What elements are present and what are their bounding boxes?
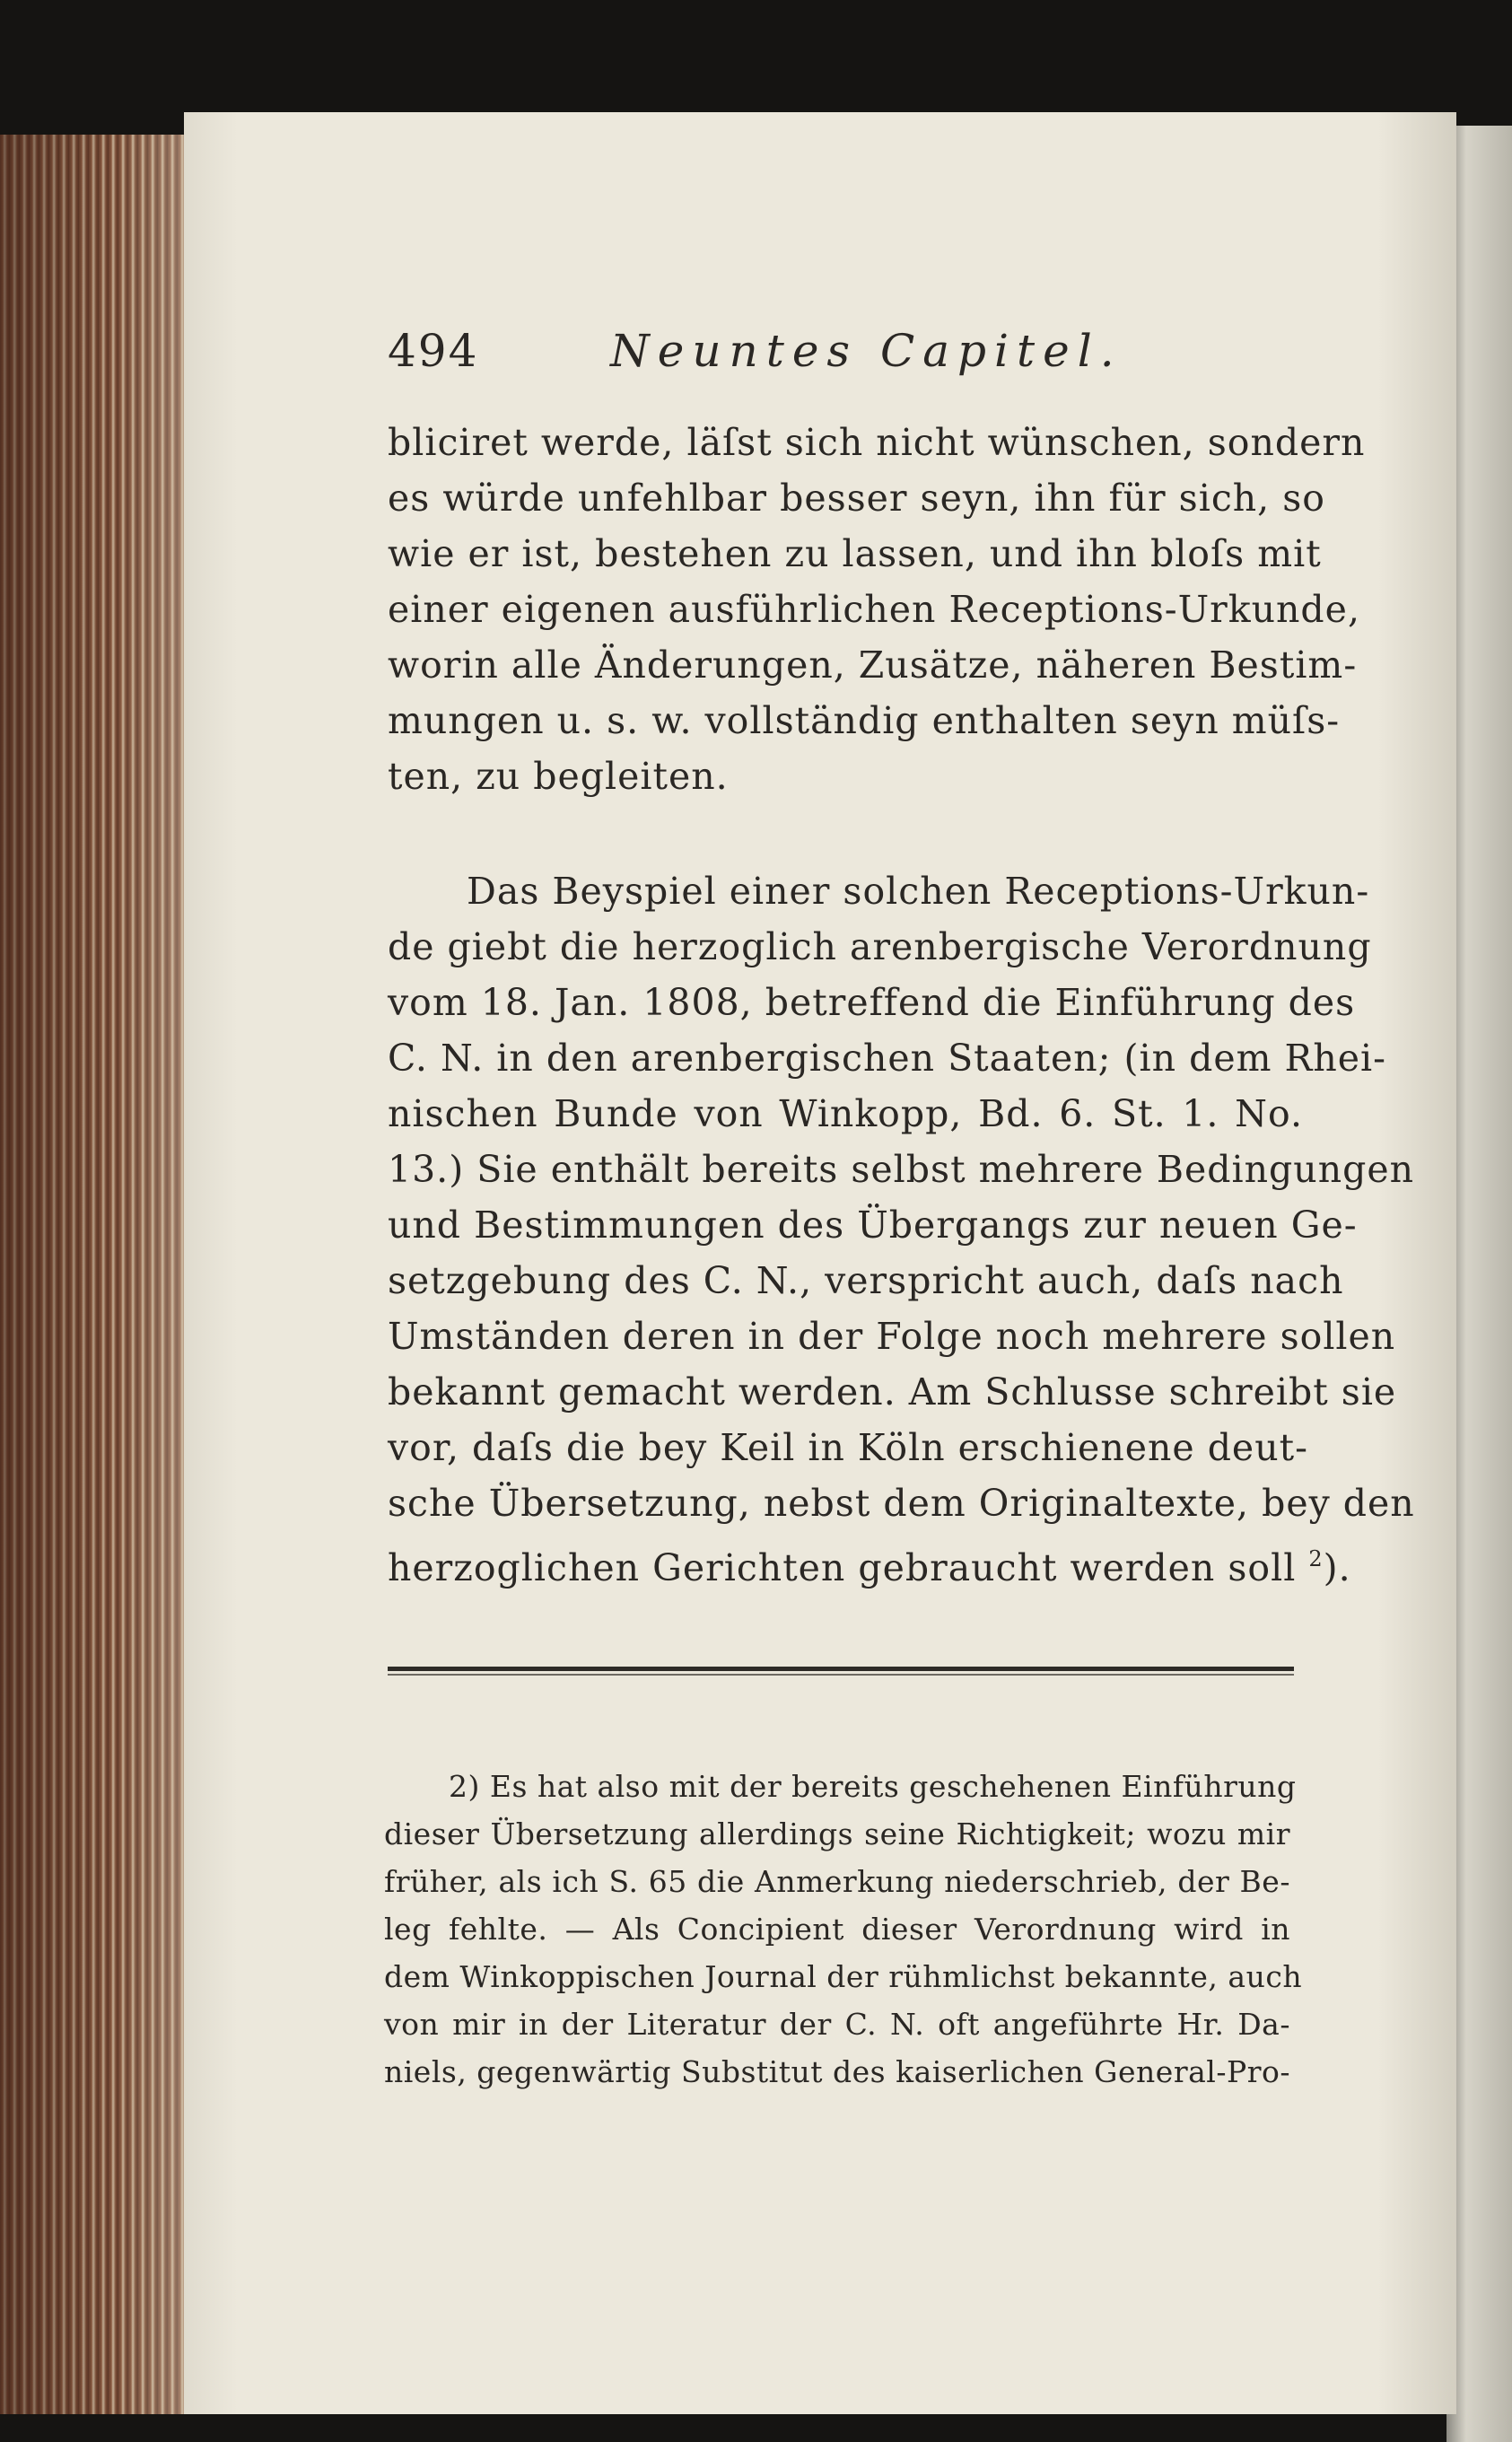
body-line: vor, daſs die bey Keil in Köln erschienene deut- (388, 1426, 1308, 1469)
footnote-line: dem Winkoppischen Journal der rühmlichst bekannte, auch (384, 1959, 1303, 1994)
body-line: nischen Bunde von Winkopp, Bd. 6. St. 1. No. (388, 1092, 1303, 1135)
footnote-line: 2) Es hat also mit der bereits geschehenen Einführung (449, 1769, 1297, 1804)
footnote-line: früher, als ich S. 65 die Anmerkung niederschrieb, der Be- (384, 1864, 1290, 1899)
body-line: vom 18. Jan. 1808, betreffend die Einführung des (388, 981, 1356, 1024)
body-line: und Bestimmungen des Übergangs zur neuen Ge- (388, 1203, 1358, 1247)
body-line: einer eigenen ausführlichen Receptions-Urkunde, (388, 588, 1360, 631)
body-line: bliciret werde, läſst sich nicht wünschen, sondern (388, 421, 1366, 464)
body-line-last (388, 1531, 1351, 1596)
footnote-line: niels, gegenwärtig Substitut des kaiserlichen General-Pro- (384, 2054, 1290, 2089)
page-number: 494 (388, 325, 479, 377)
footnote-line: leg fehlte. — Als Concipient dieser Verordnung wird in (384, 1912, 1290, 1947)
body-line: Umständen deren in der Folge noch mehrere sollen (388, 1315, 1396, 1358)
body-line: Das Beyspiel einer solchen Receptions-Urkun- (467, 870, 1370, 913)
footnote-line: von mir in der Literatur der C. N. oft angeführte Hr. Da- (384, 2007, 1290, 2042)
footnote-rule-thin (388, 1674, 1294, 1676)
body-line-text: herzoglichen Gerichten gebraucht werden soll (388, 1546, 1297, 1589)
body-line: sche Übersetzung, nebst dem Originaltexte, bey den (388, 1482, 1415, 1525)
footnote-rule (388, 1667, 1294, 1671)
running-head: Neuntes Capitel. (610, 325, 1123, 377)
body-line: mungen u. s. w. vollständig enthalten seyn müſs- (388, 699, 1341, 742)
body-line: C. N. in den arenbergischen Staaten; (in dem Rhei- (388, 1037, 1386, 1080)
body-line: bekannt gemacht werden. Am Schlusse schreibt sie (388, 1370, 1397, 1414)
body-line-end: ). (1323, 1546, 1351, 1589)
body-line: ten, zu begleiten. (388, 755, 729, 798)
body-line: es würde unfehlbar besser seyn, ihn für sich, so (388, 477, 1325, 520)
page-stack-shadow (0, 135, 193, 2414)
body-line: 13.) Sie enthält bereits selbst mehrere Bedingungen (388, 1148, 1415, 1191)
footnote-marker: 2 (1308, 1546, 1324, 1571)
footnote-line: dieser Übersetzung allerdings seine Richtigkeit; wozu mir (384, 1816, 1290, 1851)
body-line: worin alle Änderungen, Zusätze, näheren Bestim- (388, 643, 1358, 687)
body-line: de giebt die herzoglich arenbergische Verordnung (388, 925, 1372, 968)
body-line: wie er ist, bestehen zu lassen, und ihn bloſs mit (388, 532, 1322, 575)
body-line: setzgebung des C. N., verspricht auch, daſs nach (388, 1259, 1344, 1302)
